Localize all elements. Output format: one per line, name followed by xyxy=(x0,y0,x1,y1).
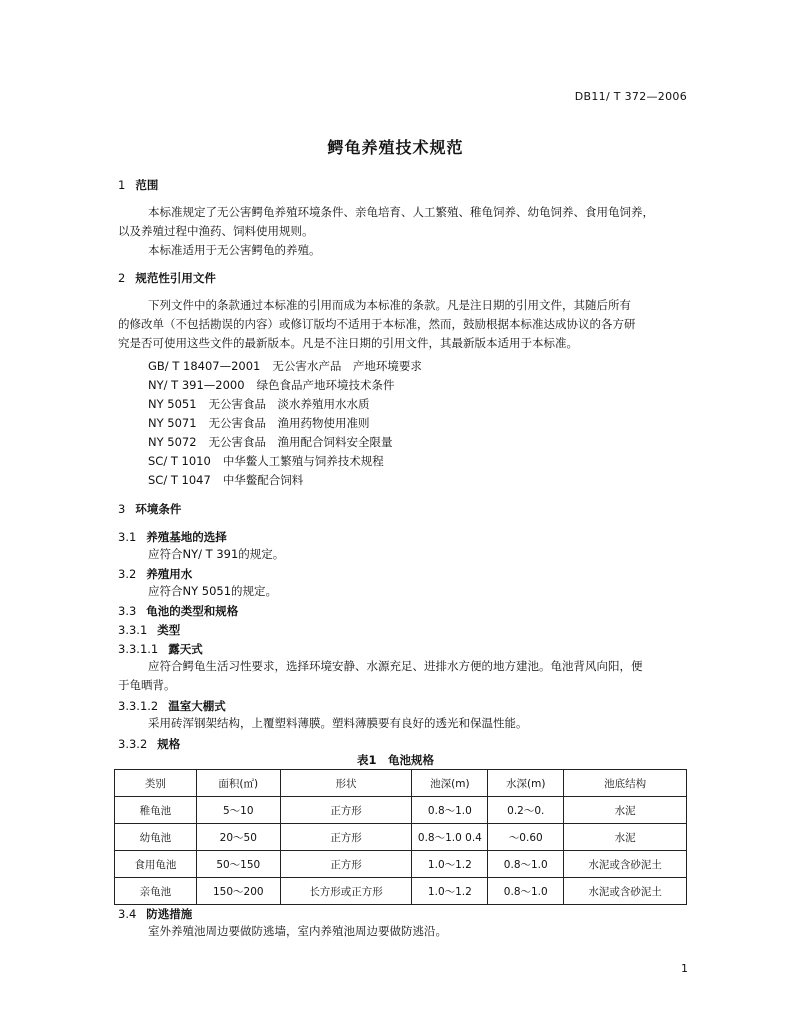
reference-item: NY 5071 无公害食品 渔用药物使用准则 xyxy=(148,416,370,430)
section-title: 规范性引用文件 xyxy=(135,271,216,285)
section-number: 3.3.1 xyxy=(118,623,148,637)
paragraph: 本标准规定了无公害鳄龟养殖环境条件、亲龟培育、人工繁殖、稚龟饲养、幼龟饲养、食用龟饲养， xyxy=(148,205,654,219)
section-number: 1 xyxy=(118,178,126,192)
section-number: 3.4 xyxy=(118,907,137,921)
reference-item: SC/ T 1010 中华鳖人工繁殖与饲养技术规程 xyxy=(148,454,384,468)
section-number: 3.3.2 xyxy=(118,737,148,751)
table-row xyxy=(115,878,687,905)
table-cell: 0.2～0. xyxy=(488,797,564,824)
table-header-cell: 水深(m) xyxy=(488,770,564,797)
section-number: 3.3 xyxy=(118,604,137,618)
table-cell: 幼龟池 xyxy=(115,824,197,851)
section-title: 温室大棚式 xyxy=(168,699,226,713)
section-title: 环境条件 xyxy=(135,502,182,516)
page-number: 1 xyxy=(681,962,688,975)
table-cell: 水泥 xyxy=(564,824,687,851)
table-cell: 1.0～1.2 xyxy=(412,851,488,878)
paragraph: 应符合NY 5051的规定。 xyxy=(148,584,278,598)
section-3-3-1-2-heading xyxy=(118,698,226,714)
table-cell: 0.8～1.0 xyxy=(412,797,488,824)
section-title: 养殖基地的选择 xyxy=(146,530,227,544)
table-row xyxy=(115,797,687,824)
document-code: DB11/ T 372—2006 xyxy=(574,90,687,103)
document-title: 鳄龟养殖技术规范 xyxy=(327,138,464,157)
table-header-cell: 类别 xyxy=(115,770,197,797)
reference-item: NY 5072 无公害食品 渔用配合饲料安全限量 xyxy=(148,435,393,449)
table-header-row xyxy=(115,770,687,797)
paragraph: 下列文件中的条款通过本标准的引用而成为本标准的条款。凡是注日期的引用文件，其随后所有 xyxy=(148,298,631,312)
section-title: 露天式 xyxy=(168,642,203,656)
paragraph: 以及养殖过程中渔药、饲料使用规则。 xyxy=(118,224,314,238)
paragraph: 室外养殖池周边要做防逃墙，室内养殖池周边要做防逃沿。 xyxy=(148,924,447,938)
table-cell: 0.8～1.0 xyxy=(488,878,564,905)
section-title: 规格 xyxy=(157,737,181,751)
table-cell: 正方形 xyxy=(280,851,412,878)
paragraph: 应符合NY/ T 391的规定。 xyxy=(148,547,285,561)
section-title: 防逃措施 xyxy=(146,907,193,921)
section-3-heading xyxy=(118,501,181,517)
section-title: 养殖用水 xyxy=(146,567,193,581)
table-header-cell: 池底结构 xyxy=(564,770,687,797)
section-number: 3 xyxy=(118,502,126,516)
table-header-cell: 面积(㎡) xyxy=(196,770,280,797)
table-cell: 食用龟池 xyxy=(115,851,197,878)
table-row xyxy=(115,824,687,851)
table-cell: 1.0～1.2 xyxy=(412,878,488,905)
table-cell: 150～200 xyxy=(196,878,280,905)
reference-item: NY 5051 无公害食品 淡水养殖用水水质 xyxy=(148,397,370,411)
paragraph: 的修改单（不包括勘误的内容）或修订版均不适用于本标准，然而，鼓励根据本标准达成协议的各方研 xyxy=(118,317,636,331)
table-cell: 稚龟池 xyxy=(115,797,197,824)
table-cell: 20～50 xyxy=(196,824,280,851)
table-row xyxy=(115,851,687,878)
table-cell: 水泥或含砂泥土 xyxy=(564,851,687,878)
section-title: 范围 xyxy=(135,178,159,192)
table-cell: 正方形 xyxy=(280,824,412,851)
table-cell: 0.8～1.0 0.4 xyxy=(412,824,488,851)
pond-spec-table xyxy=(114,769,687,905)
section-number: 2 xyxy=(118,271,126,285)
section-title: 类型 xyxy=(157,623,181,637)
paragraph: 究是否可使用这些文件的最新版本。凡是不注日期的引用文件，其最新版本适用于本标准。 xyxy=(118,336,578,350)
paragraph: 本标准适用于无公害鳄龟的养殖。 xyxy=(148,243,321,257)
table-cell: 水泥 xyxy=(564,797,687,824)
section-title: 龟池的类型和规格 xyxy=(146,604,239,618)
reference-item: SC/ T 1047 中华鳖配合饲料 xyxy=(148,473,304,487)
table-caption: 表1 龟池规格 xyxy=(356,753,434,767)
section-1-heading xyxy=(118,177,158,193)
section-3-3-1-heading xyxy=(118,622,180,638)
section-3-2-heading xyxy=(118,566,192,582)
table-header-cell: 池深(m) xyxy=(412,770,488,797)
paragraph: 采用砖浑钢架结构，上覆塑料薄膜。塑料薄膜要有良好的透光和保温性能。 xyxy=(148,716,528,730)
section-3-1-heading xyxy=(118,529,227,545)
table-cell: 长方形或正方形 xyxy=(280,878,412,905)
table-cell: 5～10 xyxy=(196,797,280,824)
section-3-3-heading xyxy=(118,603,238,619)
paragraph: 应符合鳄龟生活习性要求，选择环境安静、水源充足、进排水方便的地方建池。龟池背风向阳，便 xyxy=(148,659,643,673)
table-cell: 水泥或含砂泥土 xyxy=(564,878,687,905)
table-cell: ～0.60 xyxy=(488,824,564,851)
reference-item: GB/ T 18407—2001 无公害水产品 产地环境要求 xyxy=(148,359,422,373)
table-cell: 0.8～1.0 xyxy=(488,851,564,878)
section-number: 3.2 xyxy=(118,567,137,581)
section-number: 3.3.1.2 xyxy=(118,699,159,713)
section-2-heading xyxy=(118,270,216,286)
section-number: 3.3.1.1 xyxy=(118,642,159,656)
table-cell: 50～150 xyxy=(196,851,280,878)
section-number: 3.1 xyxy=(118,530,137,544)
table-cell: 亲龟池 xyxy=(115,878,197,905)
section-3-4-heading xyxy=(118,906,192,922)
table-cell: 正方形 xyxy=(280,797,412,824)
reference-item: NY/ T 391—2000 绿色食品产地环境技术条件 xyxy=(148,378,395,392)
paragraph: 于龟晒背。 xyxy=(118,678,176,692)
section-3-3-2-heading xyxy=(118,736,180,752)
table-header-cell: 形状 xyxy=(280,770,412,797)
section-3-3-1-1-heading xyxy=(118,641,203,657)
